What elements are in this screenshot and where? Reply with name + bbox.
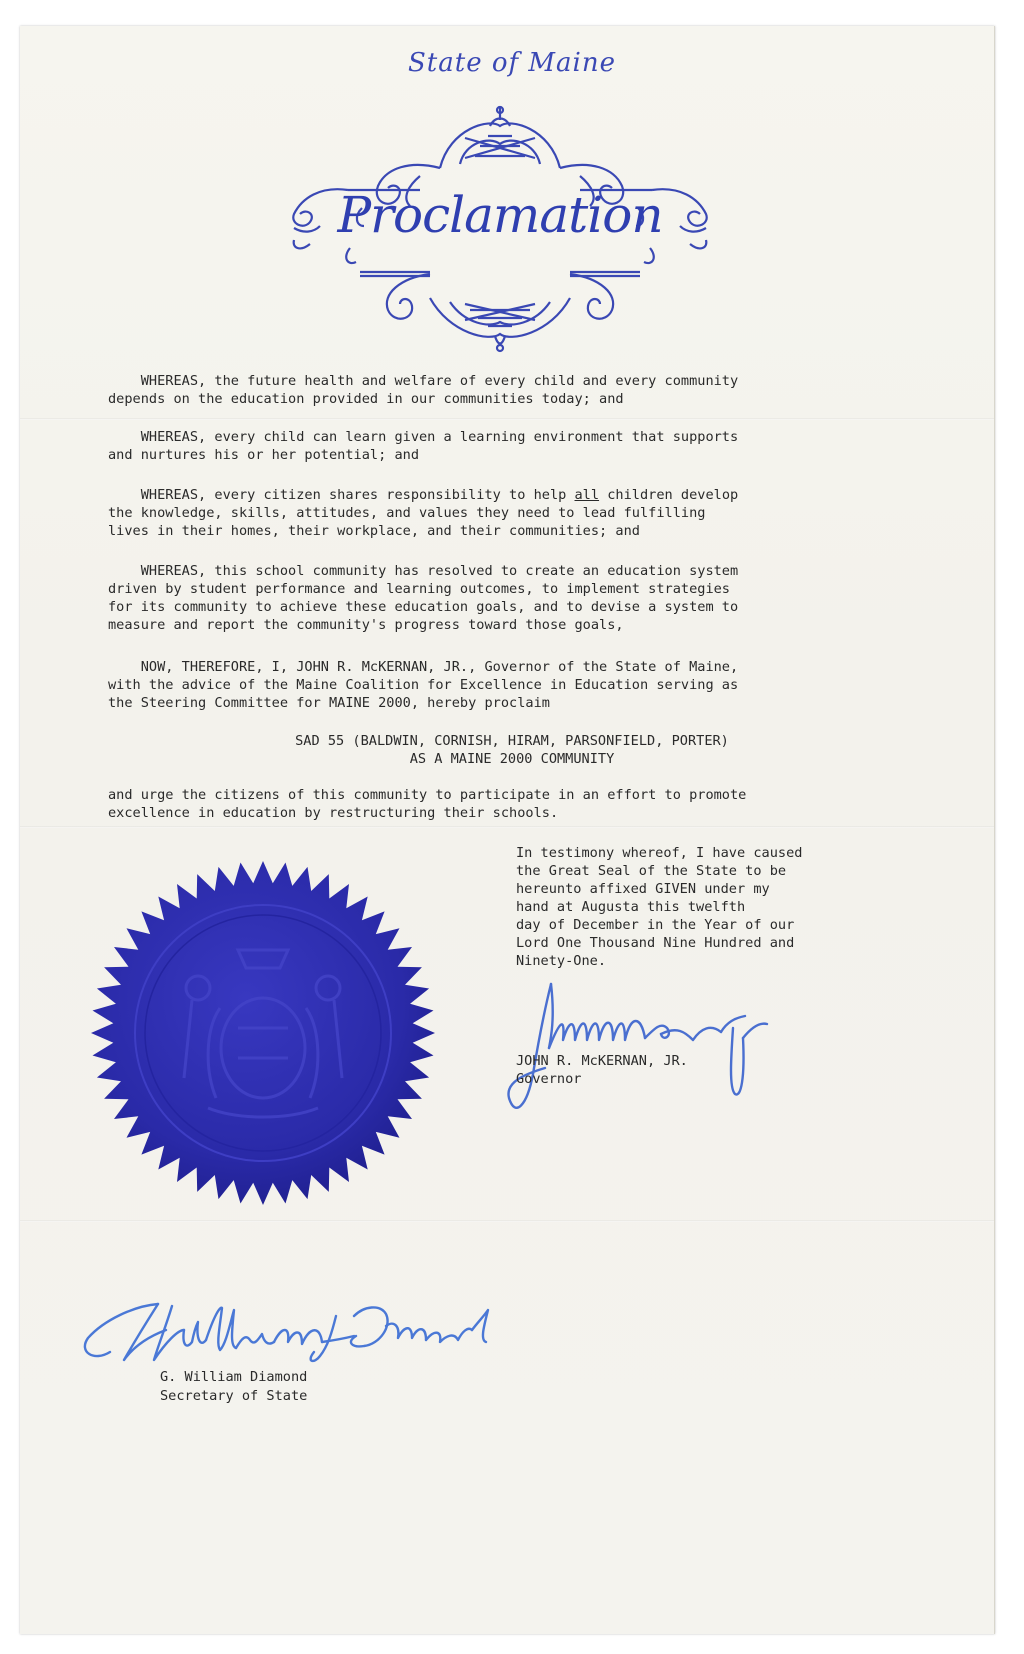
proclamation-title: Proclamation: [337, 186, 663, 244]
proclaimed-district: SAD 55 (BALDWIN, CORNISH, HIRAM, PARSONFIELD, PORTER): [295, 733, 729, 749]
governor-name: JOHN R. McKERNAN, JR.: [516, 1053, 688, 1069]
paper-fold-line: [20, 418, 994, 420]
paper-fold-line: [20, 1220, 994, 1222]
secretary-signature: [74, 1286, 524, 1376]
paper-fold-line: [20, 826, 994, 828]
whereas-paragraph-1: WHEREAS, the future health and welfare of every child and every community depends on the education provided in our communities today; and: [108, 373, 739, 407]
whereas-paragraph-3: [108, 486, 738, 540]
secretary-title: Secretary of State: [160, 1388, 308, 1404]
testimony-block: In testimony whereof, I have caused the Great Seal of the State to be hereunto affixed GIVEN under my hand at Augusta this twelfth day of December in the Year of our Lord One Thousand Nine Hundred and Ninety-One.: [516, 845, 803, 969]
whereas-paragraph-2: WHEREAS, every child can learn given a learning environment that supports and nurtures his or her potential; and: [108, 429, 739, 463]
underlined-word: all: [574, 487, 600, 503]
state-heading: State of Maine: [408, 48, 616, 78]
closing-paragraph: and urge the citizens of this community to participate in an effort to promote excellence in education by restructuring their schools.: [108, 787, 747, 821]
secretary-name: G. William Diamond: [160, 1369, 308, 1385]
governor-title: Governor: [516, 1071, 582, 1087]
great-seal-icon: [88, 858, 438, 1208]
whereas-paragraph-4: WHEREAS, this school community has resolved to create an education system driven by student performance and learning outcomes, to implement strategies for its community to achieve these education goals, and to devise a system to measure and report the community's progress toward those goals,: [108, 563, 739, 633]
therefore-paragraph: NOW, THEREFORE, I, JOHN R. McKERNAN, JR., Governor of the State of Maine, with the advice of the Maine Coalition for Excellence in Education serving as the Steering Committee for MAINE 2000, hereby proclaim: [108, 659, 739, 711]
paragraph-text: children develop the knowledge, skills, attitudes, and values they need to lead fulfilling lives in their homes, their workplace, and their communities; and: [108, 487, 739, 539]
paragraph-text: WHEREAS, every citizen shares responsibility to help: [108, 487, 575, 503]
proclaimed-designation: AS A MAINE 2000 COMMUNITY: [409, 751, 615, 767]
